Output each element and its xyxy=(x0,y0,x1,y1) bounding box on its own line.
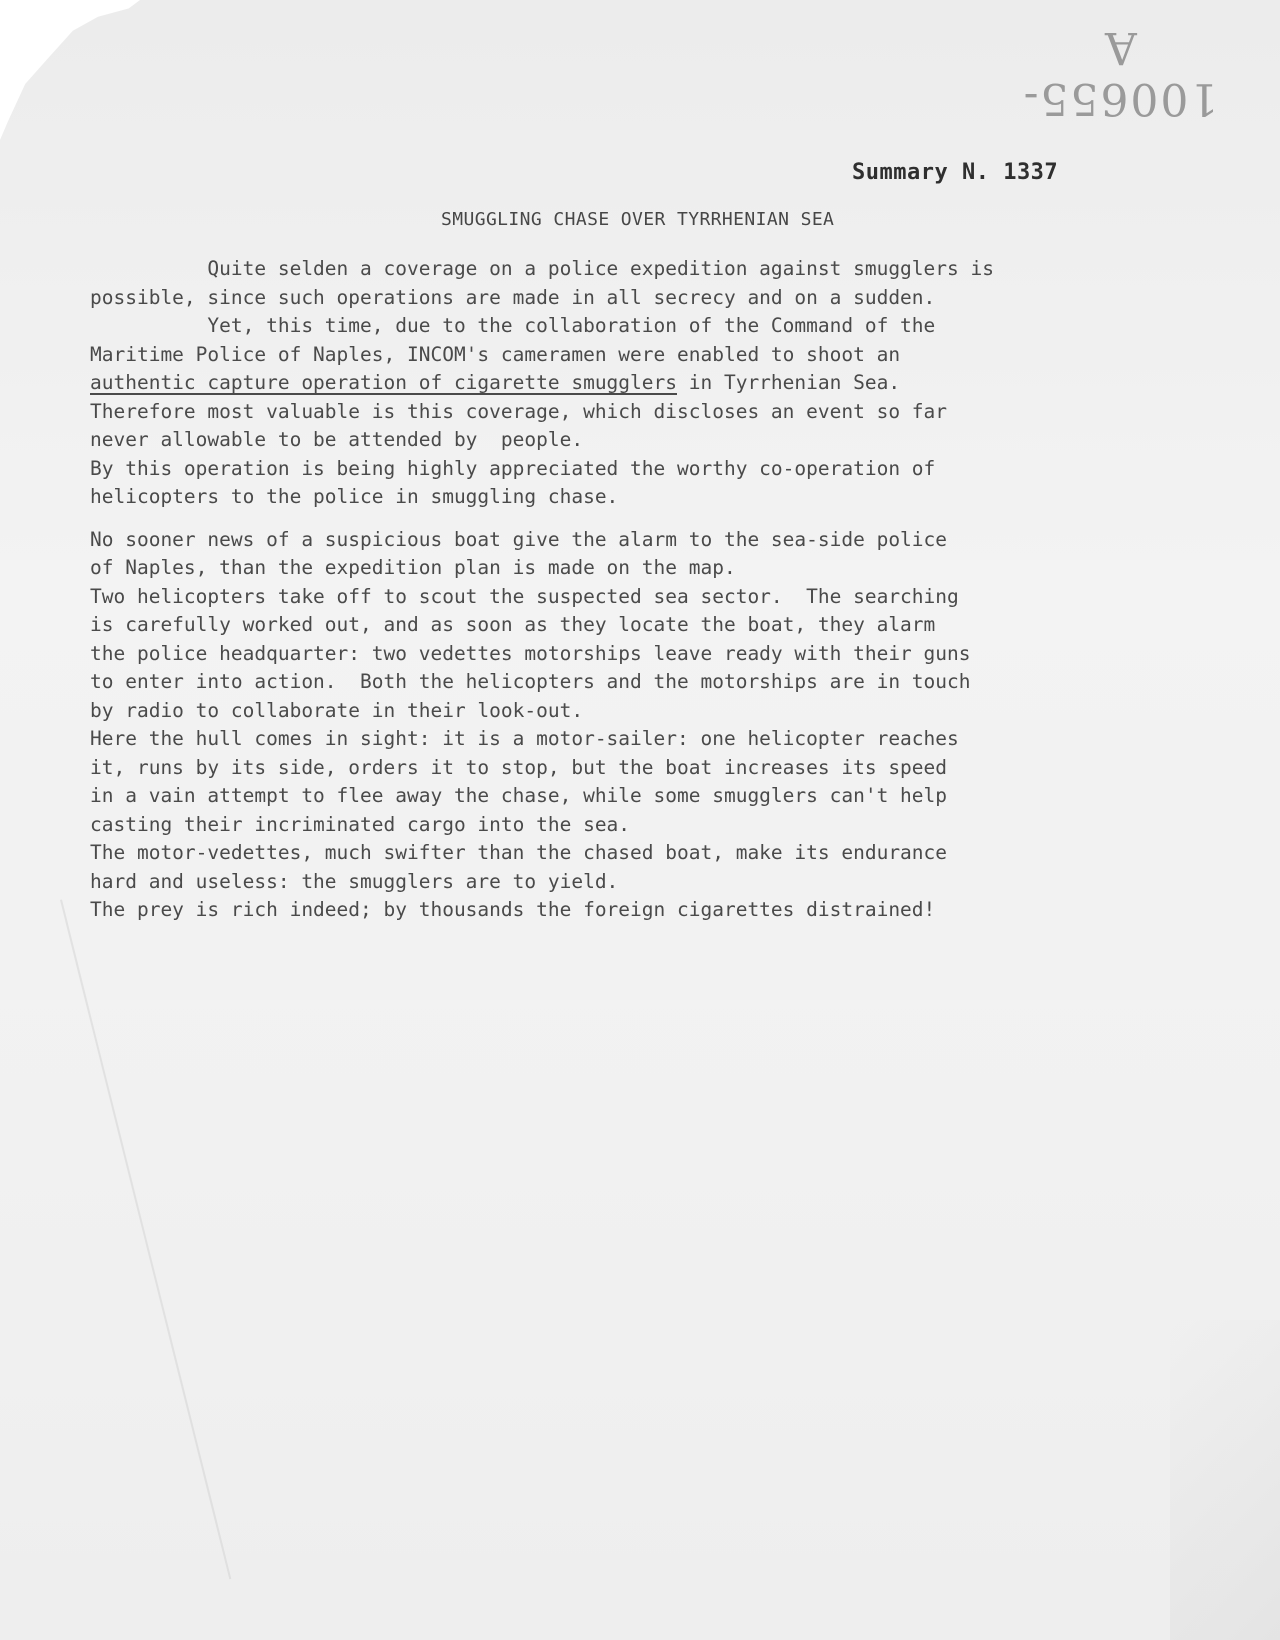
paragraph-2-line: is carefully worked out, and as soon as they locate the boat, they alarm xyxy=(90,613,936,636)
paragraph-gap xyxy=(90,512,1250,526)
paragraph-1-line: helicopters to the police in smuggling chase. xyxy=(90,485,619,508)
paragraph-1-line: Maritime Police of Naples, INCOM's cameramen were enabled to shoot an xyxy=(90,342,901,366)
document-body xyxy=(90,255,1250,925)
paragraph-2-line: Two helicopters take off to scout the suspected sea sector. The searching xyxy=(90,584,959,608)
paragraph-2-line: The prey is rich indeed; by thousands the foreign cigarettes distrained! xyxy=(90,898,936,921)
paragraph-1-line: Therefore most valuable is this coverage, which discloses an event so far xyxy=(90,399,948,423)
paragraph-2-line: The motor-vedettes, much swifter than the chased boat, make its endurance xyxy=(90,841,948,864)
summary-number: Summary N. 1337 xyxy=(852,160,1059,185)
paragraph-1-line: never allowable to be attended by people. xyxy=(90,428,584,451)
handwritten-archive-id: 100655-A xyxy=(1021,22,1219,124)
paragraph-1-line: Yet, this time, due to the collaboration of the Command of the xyxy=(90,314,936,337)
paragraph-2-line: to enter into action. Both the helicopters and the motorships are in touch xyxy=(90,670,971,693)
paragraph-1-line-rest: in Tyrrhenian Sea. xyxy=(677,371,901,394)
paragraph-1-line: possible, since such operations are made in all secrecy and on a sudden. xyxy=(90,285,936,309)
paragraph-1-line-with-underline xyxy=(90,369,1250,398)
paragraph-2-line: by radio to collaborate in their look-out. xyxy=(90,698,584,722)
paragraph-1-line: Quite selden a coverage on a police expedition against smugglers is xyxy=(90,257,994,280)
paper-edge-shadow xyxy=(1170,1320,1280,1640)
paragraph-1-line: By this operation is being highly appreciated the worthy co-operation of xyxy=(90,456,936,480)
torn-corner xyxy=(0,0,140,140)
paragraph-2-line: of Naples, than the expedition plan is made on the map. xyxy=(90,556,736,579)
paragraph-2-line: casting their incriminated cargo into the sea. xyxy=(90,812,631,836)
paper-fold-line xyxy=(60,900,231,1580)
paragraph-2-line: hard and useless: the smugglers are to yield. xyxy=(90,869,619,893)
underlined-phrase: authentic capture operation of cigarette smugglers xyxy=(90,371,677,394)
document-title: SMUGGLING CHASE OVER TYRRHENIAN SEA xyxy=(441,209,835,230)
paragraph-2-line: it, runs by its side, orders it to stop, but the boat increases its speed xyxy=(90,755,948,779)
paragraph-2-line: Here the hull comes in sight: it is a motor-sailer: one helicopter reaches xyxy=(90,727,959,750)
paragraph-2-line: No sooner news of a suspicious boat give the alarm to the sea-side police xyxy=(90,527,948,551)
paragraph-2-line: the police headquarter: two vedettes motorships leave ready with their guns xyxy=(90,641,971,665)
paragraph-2-line: in a vain attempt to flee away the chase, while some smugglers can't help xyxy=(90,784,948,807)
